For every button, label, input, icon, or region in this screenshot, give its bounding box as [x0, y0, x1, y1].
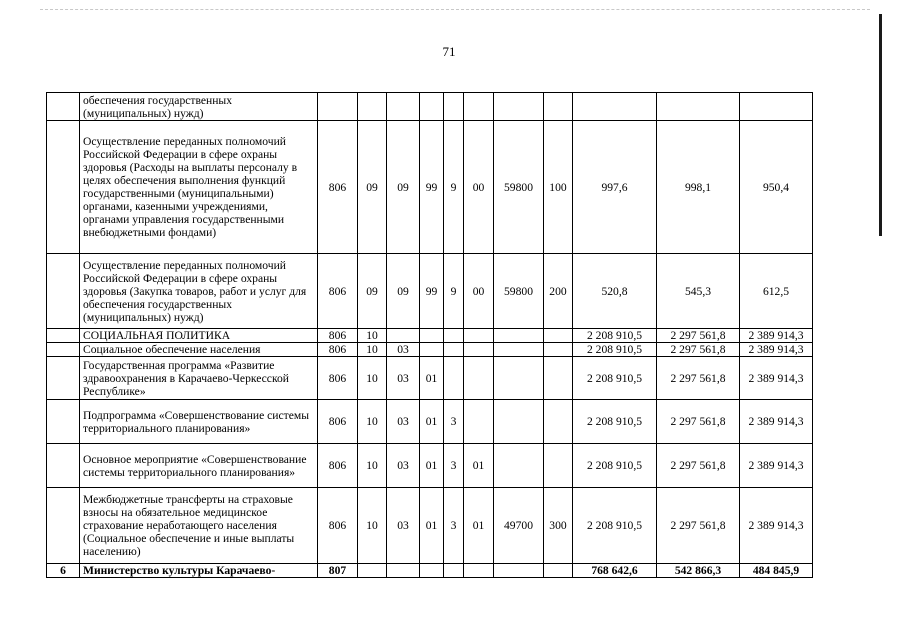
- code-subsection: 03: [387, 400, 420, 444]
- code-program: 01: [420, 357, 444, 400]
- code-expense-type: [544, 343, 573, 357]
- code-direction: [494, 400, 544, 444]
- page-number: 71: [442, 44, 456, 59]
- code-direction: [494, 357, 544, 400]
- amount-year-1: 520,8: [573, 254, 657, 329]
- amount-year-1: 997,6: [573, 121, 657, 254]
- table-row: [47, 444, 813, 488]
- code-direction: [494, 564, 544, 578]
- code-program: [420, 564, 444, 578]
- code-direction: [494, 343, 544, 357]
- amount-year-3: 950,4: [740, 121, 813, 254]
- code-department: [318, 93, 358, 121]
- row-description: Межбюджетные трансферты на страховые взносы на обязательное медицинское страхование неработающего населения (Социальное обеспечение и иные выплаты населению): [80, 488, 318, 564]
- amount-year-1: 2 208 910,5: [573, 400, 657, 444]
- amount-year-2: [657, 93, 740, 121]
- code-expense-type: 200: [544, 254, 573, 329]
- row-description: Социальное обеспечение населения: [80, 343, 318, 357]
- amount-year-2: 2 297 561,8: [657, 400, 740, 444]
- row-description: Подпрограмма «Совершенствование системы территориального планирования»: [80, 400, 318, 444]
- table-row: [47, 254, 813, 329]
- code-activity: 01: [464, 488, 494, 564]
- code-section: 09: [358, 254, 387, 329]
- amount-year-1: [573, 93, 657, 121]
- code-section: 10: [358, 444, 387, 488]
- code-subsection: 09: [387, 121, 420, 254]
- code-expense-type: [544, 329, 573, 343]
- code-section: 09: [358, 121, 387, 254]
- code-program: 99: [420, 121, 444, 254]
- code-activity: 00: [464, 254, 494, 329]
- amount-year-2: 2 297 561,8: [657, 357, 740, 400]
- code-direction: [494, 444, 544, 488]
- code-subsection: 09: [387, 254, 420, 329]
- code-department: 806: [318, 329, 358, 343]
- code-activity: 00: [464, 121, 494, 254]
- budget-table: [46, 92, 813, 578]
- code-activity: [464, 343, 494, 357]
- row-description: обеспечения государственных (муниципальных) нужд): [80, 93, 318, 121]
- code-expense-type: [544, 357, 573, 400]
- row-index: [47, 93, 80, 121]
- code-department: 806: [318, 343, 358, 357]
- row-index: [47, 254, 80, 329]
- row-index: [47, 357, 80, 400]
- amount-year-1: 2 208 910,5: [573, 444, 657, 488]
- amount-year-2: 998,1: [657, 121, 740, 254]
- code-program: 01: [420, 444, 444, 488]
- table-row: [47, 564, 813, 578]
- code-program: 01: [420, 400, 444, 444]
- table-row: [47, 488, 813, 564]
- table-row: [47, 357, 813, 400]
- code-subprogram: 3: [444, 488, 464, 564]
- code-program: 01: [420, 488, 444, 564]
- code-section: 10: [358, 400, 387, 444]
- row-description: Министерство культуры Карачаево-: [80, 564, 318, 578]
- amount-year-3: 2 389 914,3: [740, 400, 813, 444]
- row-index: [47, 488, 80, 564]
- code-department: 807: [318, 564, 358, 578]
- code-activity: [464, 357, 494, 400]
- code-subprogram: 3: [444, 444, 464, 488]
- amount-year-1: 2 208 910,5: [573, 329, 657, 343]
- code-expense-type: [544, 400, 573, 444]
- code-department: 806: [318, 254, 358, 329]
- table-row: [47, 93, 813, 121]
- code-program: [420, 343, 444, 357]
- code-program: [420, 93, 444, 121]
- code-expense-type: 100: [544, 121, 573, 254]
- code-department: 806: [318, 121, 358, 254]
- amount-year-2: 545,3: [657, 254, 740, 329]
- code-subprogram: 3: [444, 400, 464, 444]
- code-subsection: [387, 93, 420, 121]
- table-row: [47, 121, 813, 254]
- code-subprogram: 9: [444, 254, 464, 329]
- row-index: [47, 343, 80, 357]
- code-program: 99: [420, 254, 444, 329]
- code-expense-type: [544, 93, 573, 121]
- code-department: 806: [318, 444, 358, 488]
- code-activity: [464, 93, 494, 121]
- table-row: [47, 343, 813, 357]
- amount-year-1: 768 642,6: [573, 564, 657, 578]
- amount-year-3: 2 389 914,3: [740, 357, 813, 400]
- code-department: 806: [318, 357, 358, 400]
- row-index: [47, 329, 80, 343]
- code-subsection: [387, 564, 420, 578]
- row-index: [47, 400, 80, 444]
- amount-year-3: 2 389 914,3: [740, 329, 813, 343]
- amount-year-3: 2 389 914,3: [740, 488, 813, 564]
- amount-year-1: 2 208 910,5: [573, 343, 657, 357]
- code-expense-type: [544, 444, 573, 488]
- code-direction: 59800: [494, 254, 544, 329]
- code-direction: 49700: [494, 488, 544, 564]
- code-subsection: 03: [387, 343, 420, 357]
- amount-year-3: [740, 93, 813, 121]
- row-description: Основное мероприятие «Совершенствование системы территориального планирования»: [80, 444, 318, 488]
- code-subsection: 03: [387, 357, 420, 400]
- amount-year-1: 2 208 910,5: [573, 488, 657, 564]
- amount-year-2: 2 297 561,8: [657, 444, 740, 488]
- code-section: [358, 93, 387, 121]
- amount-year-3: 612,5: [740, 254, 813, 329]
- row-index: 6: [47, 564, 80, 578]
- scan-top-edge: [40, 9, 870, 10]
- amount-year-2: 2 297 561,8: [657, 329, 740, 343]
- amount-year-2: 542 866,3: [657, 564, 740, 578]
- amount-year-3: 2 389 914,3: [740, 343, 813, 357]
- code-program: [420, 329, 444, 343]
- row-description: Осуществление переданных полномочий Российской Федерации в сфере охраны здоровья (Закупка товаров, работ и услуг для обеспечения государственных (муниципальных) нужд): [80, 254, 318, 329]
- code-department: 806: [318, 400, 358, 444]
- code-subprogram: [444, 357, 464, 400]
- code-activity: [464, 400, 494, 444]
- amount-year-2: 2 297 561,8: [657, 343, 740, 357]
- row-index: [47, 121, 80, 254]
- code-activity: [464, 564, 494, 578]
- code-activity: [464, 329, 494, 343]
- code-subsection: [387, 329, 420, 343]
- code-expense-type: 300: [544, 488, 573, 564]
- amount-year-3: 2 389 914,3: [740, 444, 813, 488]
- code-subprogram: [444, 329, 464, 343]
- code-subprogram: 9: [444, 121, 464, 254]
- table-row: [47, 400, 813, 444]
- code-department: 806: [318, 488, 358, 564]
- code-subprogram: [444, 93, 464, 121]
- code-section: [358, 564, 387, 578]
- code-direction: [494, 329, 544, 343]
- code-section: 10: [358, 357, 387, 400]
- code-subsection: 03: [387, 488, 420, 564]
- table-row: [47, 329, 813, 343]
- code-activity: 01: [464, 444, 494, 488]
- code-direction: [494, 93, 544, 121]
- row-description: Государственная программа «Развитие здравоохранения в Карачаево-Черкесской Республике»: [80, 357, 318, 400]
- row-description: Осуществление переданных полномочий Российской Федерации в сфере охраны здоровья (Расходы на выплаты персоналу в целях обеспечения выполнения функций государственными (муниципальными) органами, казенными учреждениями, органами управления государственными внебюджетными фондами): [80, 121, 318, 254]
- code-subsection: 03: [387, 444, 420, 488]
- amount-year-3: 484 845,9: [740, 564, 813, 578]
- row-description: СОЦИАЛЬНАЯ ПОЛИТИКА: [80, 329, 318, 343]
- code-subprogram: [444, 564, 464, 578]
- code-expense-type: [544, 564, 573, 578]
- code-subprogram: [444, 343, 464, 357]
- code-section: 10: [358, 343, 387, 357]
- amount-year-1: 2 208 910,5: [573, 357, 657, 400]
- code-direction: 59800: [494, 121, 544, 254]
- code-section: 10: [358, 488, 387, 564]
- row-index: [47, 444, 80, 488]
- code-section: 10: [358, 329, 387, 343]
- amount-year-2: 2 297 561,8: [657, 488, 740, 564]
